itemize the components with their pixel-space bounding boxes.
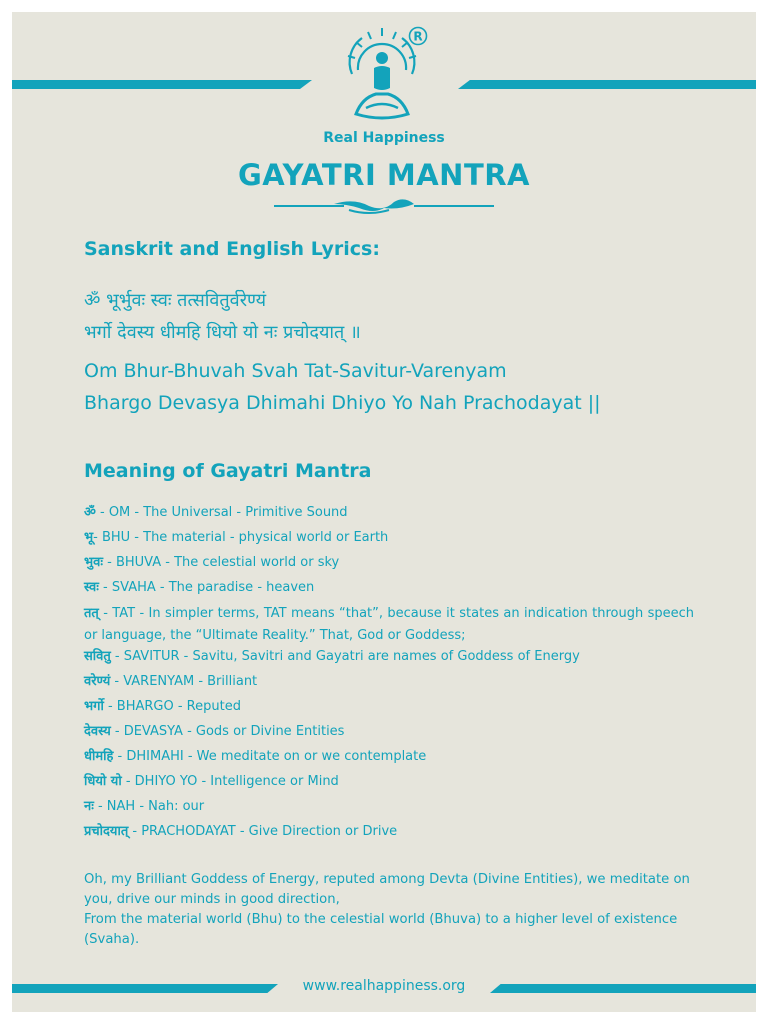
list-item: नः - NAH - Nah: our [84, 799, 205, 814]
top-bar-right [458, 80, 756, 89]
list-item: भर्गो - BHARGO - Reputed [84, 699, 241, 714]
list-item: ॐ - OM - The Universal - Primitive Sound [84, 505, 348, 520]
top-bar-left [12, 80, 312, 89]
term: धीमहि [84, 749, 114, 764]
list-item: वरेण्यं - VARENYAM - Brilliant [84, 674, 258, 689]
list-item: सवितु - SAVITUR - Savitu, Savitri and Gayatri are names of Goddess of Energy [84, 649, 580, 664]
term: सवितु [84, 649, 111, 664]
english-line-1: Om Bhur-Bhuvah Svah Tat-Savitur-Varenyam [84, 360, 507, 382]
summary-line-1: Oh, my Brilliant Goddess of Energy, reputed among Devta (Divine Entities), we meditate on you, drive our minds in good direction, [84, 872, 690, 907]
sanskrit-line-2: भर्गो देवस्य धीमहि धियो यो नः प्रचोदयात् ॥ [84, 322, 361, 343]
page-title: GAYATRI MANTRA [237, 158, 530, 192]
wave-flourish-icon [274, 196, 494, 216]
term: वरेण्यं [84, 674, 111, 689]
term: ॐ [84, 505, 96, 520]
brand-name: Real Happiness [323, 130, 445, 146]
term: तत् [84, 606, 99, 621]
summary-line-2: From the material world (Bhu) to the celestial world (Bhuva) to a higher level of existence (Svaha). [84, 912, 678, 947]
term: प्रचोदयात् [84, 824, 129, 839]
term: धियो यो [84, 774, 122, 789]
meaning-heading: Meaning of Gayatri Mantra [84, 460, 372, 482]
term: नः [84, 799, 94, 814]
list-item: भू- BHU - The material - physical world or Earth [84, 530, 389, 545]
list-item: प्रचोदयात् - PRACHODAYAT - Give Direction or Drive [84, 824, 398, 839]
list-item: भुवः - BHUVA - The celestial world or sky [84, 555, 340, 570]
term: स्वः [84, 580, 99, 595]
term: भुवः [84, 555, 103, 570]
summary-paragraph [84, 870, 694, 950]
svg-text:R: R [413, 29, 423, 44]
list-item: स्वः - SVAHA - The paradise - heaven [84, 580, 315, 595]
list-item: धियो यो - DHIYO YO - Intelligence or Mind [84, 774, 339, 789]
registered-mark-icon [408, 26, 428, 46]
website-link[interactable]: www.realhappiness.org [302, 978, 466, 994]
term: भर्गो [84, 699, 104, 714]
term: भू [84, 530, 94, 545]
list-item: तत् - TAT - In simpler terms, TAT means “that”, because it states an indication through speech or language, the “Ultimate Reality.” That, God or Goddess; [84, 606, 694, 643]
sanskrit-line-1: ॐ भूर्भुवः स्वः तत्सवितुर्वरेण्यं [84, 290, 267, 311]
list-item: देवस्य - DEVASYA - Gods or Divine Entities [84, 724, 345, 739]
term: देवस्य [84, 724, 111, 739]
meaning-list [84, 503, 694, 847]
list-item: धीमहि - DHIMAHI - We meditate on or we contemplate [84, 749, 427, 764]
lyrics-heading: Sanskrit and English Lyrics: [84, 238, 380, 260]
english-line-2: Bhargo Devasya Dhimahi Dhiyo Yo Nah Prachodayat || [84, 392, 601, 414]
